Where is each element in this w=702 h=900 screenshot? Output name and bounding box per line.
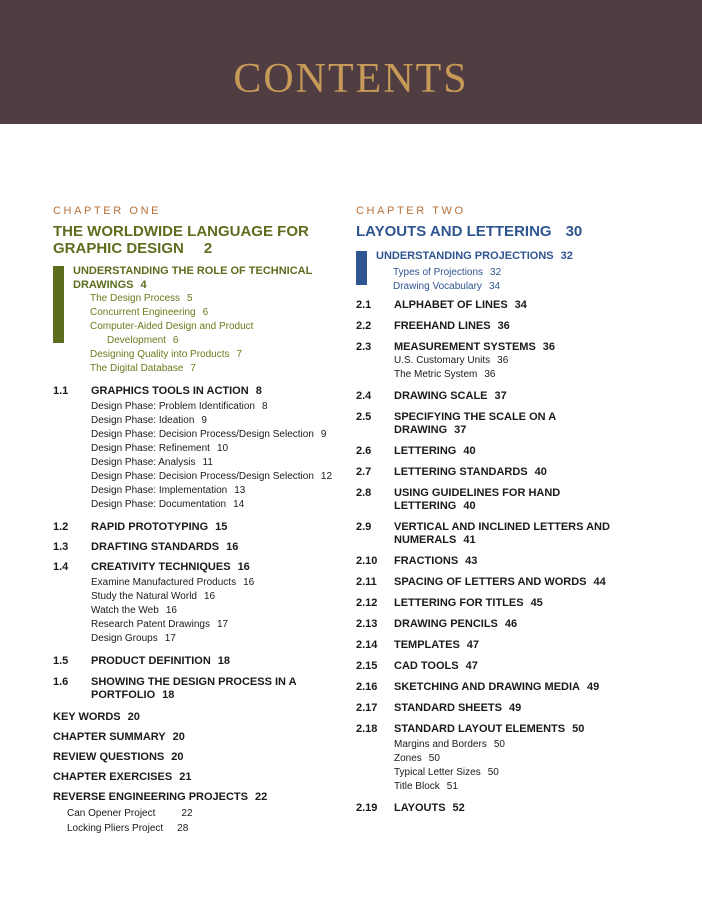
subsection-entry[interactable]: Title Block 51: [394, 781, 458, 792]
chapter-two-column: [356, 205, 656, 815]
subsection-entry[interactable]: Design Phase: Decision Process/Design Selection 12: [91, 471, 333, 482]
intro-title-line: DRAWINGS: [73, 279, 134, 291]
subsection-entry[interactable]: Design Phase: Refinement 10: [91, 443, 229, 454]
section-entry[interactable]: 2.15 CAD TOOLS 47: [356, 660, 478, 672]
subsection-entry[interactable]: Design Phase: Ideation 9: [91, 415, 207, 426]
subsection-entry[interactable]: U.S. Customary Units 36: [394, 355, 509, 366]
section-entry[interactable]: 2.17 STANDARD SHEETS 49: [356, 702, 522, 714]
section-entry[interactable]: 1.4 CREATIVITY TECHNIQUES 16: [53, 561, 250, 573]
intro-section: [53, 264, 343, 376]
subsection-entry[interactable]: Research Patent Drawings 17: [91, 619, 229, 630]
section-entry[interactable]: 2.5 SPECIFYING THE SCALE ON A DRAWING 37: [356, 411, 557, 436]
contents-banner: [0, 0, 702, 124]
section-entry[interactable]: 2.19 LAYOUTS 52: [356, 802, 465, 814]
section-entry[interactable]: 2.13 DRAWING PENCILS 46: [356, 618, 518, 630]
section-entry[interactable]: 2.2 FREEHAND LINES 36: [356, 320, 510, 332]
intro-accent-bar: [53, 266, 64, 343]
back-matter-entry[interactable]: KEY WORDS 20: [53, 711, 140, 723]
chapter-title[interactable]: LAYOUTS AND LETTERING 30: [356, 223, 583, 240]
subsection-entry[interactable]: Design Phase: Decision Process/Design Selection 9: [91, 429, 327, 440]
intro-title[interactable]: UNDERSTANDING PROJECTIONS 32: [376, 250, 573, 262]
chapter-title-line: THE WORLDWIDE LANGUAGE FOR: [53, 223, 309, 240]
subsection-entry[interactable]: Design Phase: Analysis 11: [91, 457, 213, 468]
section-entry[interactable]: 2.11 SPACING OF LETTERS AND WORDS 44: [356, 576, 606, 588]
intro-section: [356, 249, 656, 294]
intro-item[interactable]: Computer-Aided Design and Product: [90, 321, 254, 332]
section-entry[interactable]: 2.9 VERTICAL AND INCLINED LETTERS AND NUMERALS 41: [356, 521, 610, 546]
subsection-entry[interactable]: Design Phase: Documentation 14: [91, 499, 245, 510]
intro-accent-bar: [356, 251, 367, 285]
back-matter-entry[interactable]: CHAPTER EXERCISES 21: [53, 771, 192, 783]
chapter-page: 2: [203, 240, 213, 257]
intro-item-continuation[interactable]: Development 6: [107, 335, 179, 346]
subsection-entry[interactable]: Study the Natural World 16: [91, 591, 216, 602]
intro-item[interactable]: Designing Quality into Products 7: [90, 349, 243, 360]
intro-item[interactable]: Types of Projections 32: [393, 267, 502, 278]
section-entry[interactable]: 2.6 LETTERING 40: [356, 445, 476, 457]
section-entry[interactable]: 2.3 MEASUREMENT SYSTEMS 36: [356, 341, 556, 353]
section-entry[interactable]: 2.4 DRAWING SCALE 37: [356, 390, 507, 402]
back-matter-entry[interactable]: REVIEW QUESTIONS 20: [53, 751, 184, 763]
section-entry[interactable]: 1.2 RAPID PROTOTYPING 15: [53, 521, 228, 533]
page-title: CONTENTS: [233, 56, 469, 102]
section-entry[interactable]: 2.16 SKETCHING AND DRAWING MEDIA 49: [356, 681, 600, 693]
chapter-title-line: GRAPHIC DESIGN: [53, 240, 184, 257]
section-entry[interactable]: 2.18 STANDARD LAYOUT ELEMENTS 50: [356, 723, 585, 735]
subsection-entry[interactable]: Watch the Web 16: [91, 605, 177, 616]
subsection-entry[interactable]: Design Phase: Problem Identification 8: [91, 401, 268, 412]
subsection-entry[interactable]: The Metric System 36: [394, 369, 496, 380]
project-entry[interactable]: Can Opener Project 22: [67, 808, 193, 819]
section-entry[interactable]: 1.5 PRODUCT DEFINITION 18: [53, 655, 231, 667]
chapter-label: CHAPTER TWO: [356, 205, 466, 217]
intro-page: 4: [140, 279, 147, 291]
intro-item[interactable]: Drawing Vocabulary 34: [393, 281, 501, 292]
section-entry[interactable]: 2.10 FRACTIONS 43: [356, 555, 478, 567]
intro-title-line: UNDERSTANDING THE ROLE OF TECHNICAL: [73, 265, 313, 277]
subsection-entry[interactable]: Design Phase: Implementation 13: [91, 485, 246, 496]
section-entry[interactable]: 2.1 ALPHABET OF LINES 34: [356, 299, 527, 311]
section-entry[interactable]: 2.12 LETTERING FOR TITLES 45: [356, 597, 543, 609]
chapter-label: CHAPTER ONE: [53, 205, 162, 217]
section-entry[interactable]: 1.3 DRAFTING STANDARDS 16: [53, 541, 239, 553]
section-entry[interactable]: 2.14 TEMPLATES 47: [356, 639, 480, 651]
chapter-title[interactable]: [53, 223, 343, 257]
subsection-entry[interactable]: Design Groups 17: [91, 633, 176, 644]
subsection-entry[interactable]: Examine Manufactured Products 16: [91, 577, 255, 588]
section-entry[interactable]: 2.7 LETTERING STANDARDS 40: [356, 466, 547, 478]
project-entry[interactable]: Locking Pliers Project 28: [67, 823, 189, 834]
subsection-entry[interactable]: Typical Letter Sizes 50: [394, 767, 499, 778]
intro-item[interactable]: The Digital Database 7: [90, 363, 196, 374]
intro-title[interactable]: [73, 264, 343, 292]
intro-item[interactable]: The Design Process 5: [90, 293, 193, 304]
chapter-one-column: [53, 205, 343, 836]
subsection-entry[interactable]: Zones 50: [394, 753, 440, 764]
section-entry[interactable]: 1.1 GRAPHICS TOOLS IN ACTION 8: [53, 385, 262, 397]
section-entry[interactable]: 1.6 SHOWING THE DESIGN PROCESS IN A PORTFOLIO 18: [53, 676, 297, 701]
back-matter-entry[interactable]: CHAPTER SUMMARY 20: [53, 731, 185, 743]
section-entry[interactable]: 2.8 USING GUIDELINES FOR HAND LETTERING 40: [356, 487, 561, 512]
back-matter-entry[interactable]: REVERSE ENGINEERING PROJECTS 22: [53, 791, 268, 803]
subsection-entry[interactable]: Margins and Borders 50: [394, 739, 505, 750]
intro-item[interactable]: Concurrent Engineering 6: [90, 307, 209, 318]
